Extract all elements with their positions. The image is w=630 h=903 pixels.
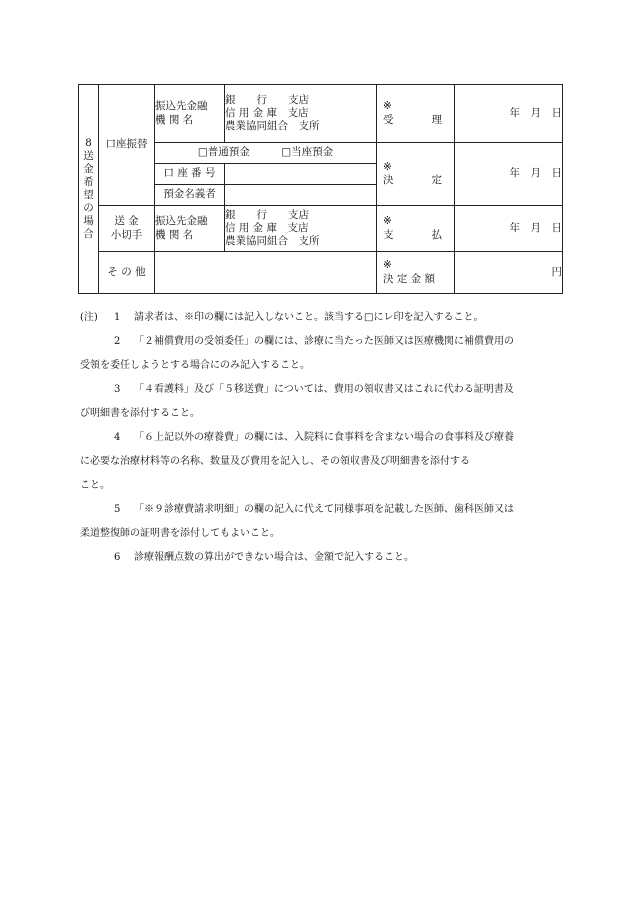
note-number: 6 bbox=[114, 552, 121, 563]
payment-label-b: 払 bbox=[431, 228, 442, 241]
note-continuation: び明細書を添付すること。 bbox=[80, 408, 200, 419]
payment-date[interactable]: 年 月 日 bbox=[455, 206, 563, 252]
note-number: 4 bbox=[114, 432, 121, 443]
note-text: 「※９診療費請求明細」の欄の記入に代えて同様事項を記載した医師、歯科医師又は bbox=[134, 504, 514, 515]
remittance-table bbox=[78, 84, 563, 294]
bank-label-2: 振込先金融 機 関 名 bbox=[155, 206, 225, 252]
bank-type-nokyo-2: 農業協同組合 支所 bbox=[225, 235, 320, 248]
note-continuation: に必要な治療材料等の名称、数量及び費用を記入し、その領収書及び明細書を添付する こと。 bbox=[80, 456, 470, 491]
bank-type-shinkin: 信 用 金 庫 支店 bbox=[225, 106, 309, 119]
decision-mark: ※ bbox=[383, 160, 392, 173]
amount-label: 決 定 金 額 bbox=[383, 272, 436, 285]
payment-mark: ※ bbox=[383, 215, 392, 228]
bank-label: 振込先金融 機 関 名 bbox=[155, 85, 225, 143]
note-text: 「２補償費用の受領委任」の欄には、診療に当たった医師又は医療機関に補償費用の bbox=[134, 336, 514, 347]
note-item bbox=[80, 306, 564, 330]
decision-date[interactable]: 年 月 日 bbox=[455, 143, 563, 206]
section-title: 8 送 金 希 望 の 場 合 bbox=[79, 85, 99, 294]
account-number-label: 口 座 番 号 bbox=[155, 164, 225, 185]
notes-prefix: (注) bbox=[80, 312, 98, 323]
note-item bbox=[80, 330, 564, 354]
note-number: 3 bbox=[114, 384, 121, 395]
kouza-label: 口座振替 bbox=[99, 85, 155, 206]
account-holder-label: 預金名義者 bbox=[155, 185, 225, 206]
decision-label-a: 決 bbox=[383, 174, 394, 186]
note-item bbox=[80, 378, 564, 402]
receipt-label-cell bbox=[377, 85, 455, 143]
note-number: 2 bbox=[114, 336, 121, 347]
account-holder-field[interactable] bbox=[225, 185, 377, 206]
decision-label-b: 定 bbox=[431, 174, 442, 186]
bank-type-cell-2[interactable] bbox=[225, 206, 377, 252]
note-text: 診療報酬点数の算出ができない場合は、金額で記入すること。 bbox=[134, 552, 414, 563]
note-text: 請求者は、※印の欄には記入しないこと。該当する□にレ印を記入すること。 bbox=[134, 312, 484, 323]
note-continuation: 柔道整復師の証明書を添付してもよいこと。 bbox=[80, 528, 280, 539]
bank-type-cell[interactable] bbox=[225, 85, 377, 143]
amount-value[interactable]: 円 bbox=[455, 252, 563, 294]
receipt-mark: ※ bbox=[383, 100, 392, 113]
notes-section bbox=[80, 306, 564, 570]
note-item bbox=[80, 426, 564, 450]
bank-type-bank-2: 銀 行 支店 bbox=[225, 208, 309, 221]
note-number: 5 bbox=[114, 504, 121, 515]
payment-label-a: 支 bbox=[383, 228, 394, 241]
bank-type-shinkin-2: 信 用 金 庫 支店 bbox=[225, 221, 309, 234]
note-text: 「４看護料」及び「５移送費」については、費用の領収書又はこれに代わる証明書及 bbox=[134, 384, 514, 395]
bank-type-nokyo: 農業協同組合 支所 bbox=[225, 120, 320, 133]
note-continuation: 受領を委任しようとする場合にのみ記入すること。 bbox=[80, 360, 310, 371]
sonota-field[interactable] bbox=[155, 252, 377, 294]
receipt-label-b: 理 bbox=[431, 113, 442, 126]
amount-label-cell bbox=[377, 252, 455, 294]
account-type-line[interactable]: □普通預金 □当座預金 bbox=[155, 143, 377, 164]
receipt-label-a: 受 bbox=[383, 113, 394, 126]
receipt-date[interactable]: 年 月 日 bbox=[455, 85, 563, 143]
note-number: 1 bbox=[114, 312, 121, 323]
note-item bbox=[80, 546, 564, 570]
note-text: 「６上記以外の療養費」の欄には、入院料に食事料を含まない場合の食事料及び療養 bbox=[134, 432, 514, 443]
sonota-label: そ の 他 bbox=[99, 252, 155, 294]
soukin-label: 送 金 小切手 bbox=[99, 206, 155, 252]
amount-mark: ※ bbox=[383, 259, 392, 272]
decision-label-cell bbox=[377, 143, 455, 206]
bank-type-bank: 銀 行 支店 bbox=[225, 93, 309, 106]
note-item bbox=[80, 498, 564, 522]
account-number-field[interactable] bbox=[225, 164, 377, 185]
payment-label-cell bbox=[377, 206, 455, 252]
